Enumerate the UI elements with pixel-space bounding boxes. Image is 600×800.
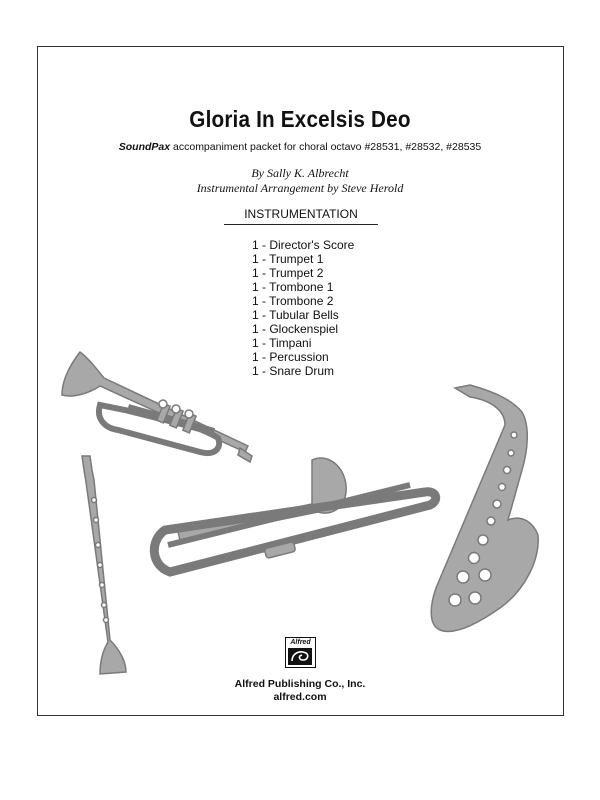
subtitle-text: accompaniment packet for choral octavo #28531, #28532, #28535 <box>170 141 482 153</box>
logo-emblem-icon <box>288 648 312 665</box>
instrument-item: 1 - Tubular Bells <box>252 308 339 322</box>
instrument-item: 1 - Trombone 1 <box>252 280 334 294</box>
brand-name: SoundPax <box>118 141 171 153</box>
instrument-item: 1 - Snare Drum <box>252 364 335 378</box>
publisher-info <box>0 678 600 704</box>
instrument-item: 1 - Trumpet 1 <box>252 252 324 266</box>
clarinet-icon <box>82 456 126 674</box>
saxophone-icon <box>431 385 538 631</box>
instrument-item: 1 - Percussion <box>252 350 329 364</box>
composer-credit: By Sally K. Albrecht <box>251 166 349 180</box>
arranger-credit: Instrumental Arrangement by Steve Herold <box>196 181 404 195</box>
instrumentation-heading: INSTRUMENTATION <box>224 207 378 225</box>
publisher-url: alfred.com <box>273 691 327 703</box>
instrument-item: 1 - Trombone 2 <box>252 294 334 308</box>
trombone-icon <box>154 458 435 572</box>
logo-text: Alfred <box>290 639 311 646</box>
page-title: Gloria In Excelsis Deo <box>189 106 411 132</box>
alfred-logo-icon <box>285 637 316 668</box>
publisher-name: Alfred Publishing Co., Inc. <box>234 678 366 690</box>
instrument-item: 1 - Timpani <box>252 336 312 350</box>
instrument-item: 1 - Director's Score <box>252 238 355 252</box>
trumpet-icon <box>62 352 252 462</box>
instrument-item: 1 - Glockenspiel <box>252 322 339 336</box>
instrument-item: 1 - Trumpet 2 <box>252 266 324 280</box>
